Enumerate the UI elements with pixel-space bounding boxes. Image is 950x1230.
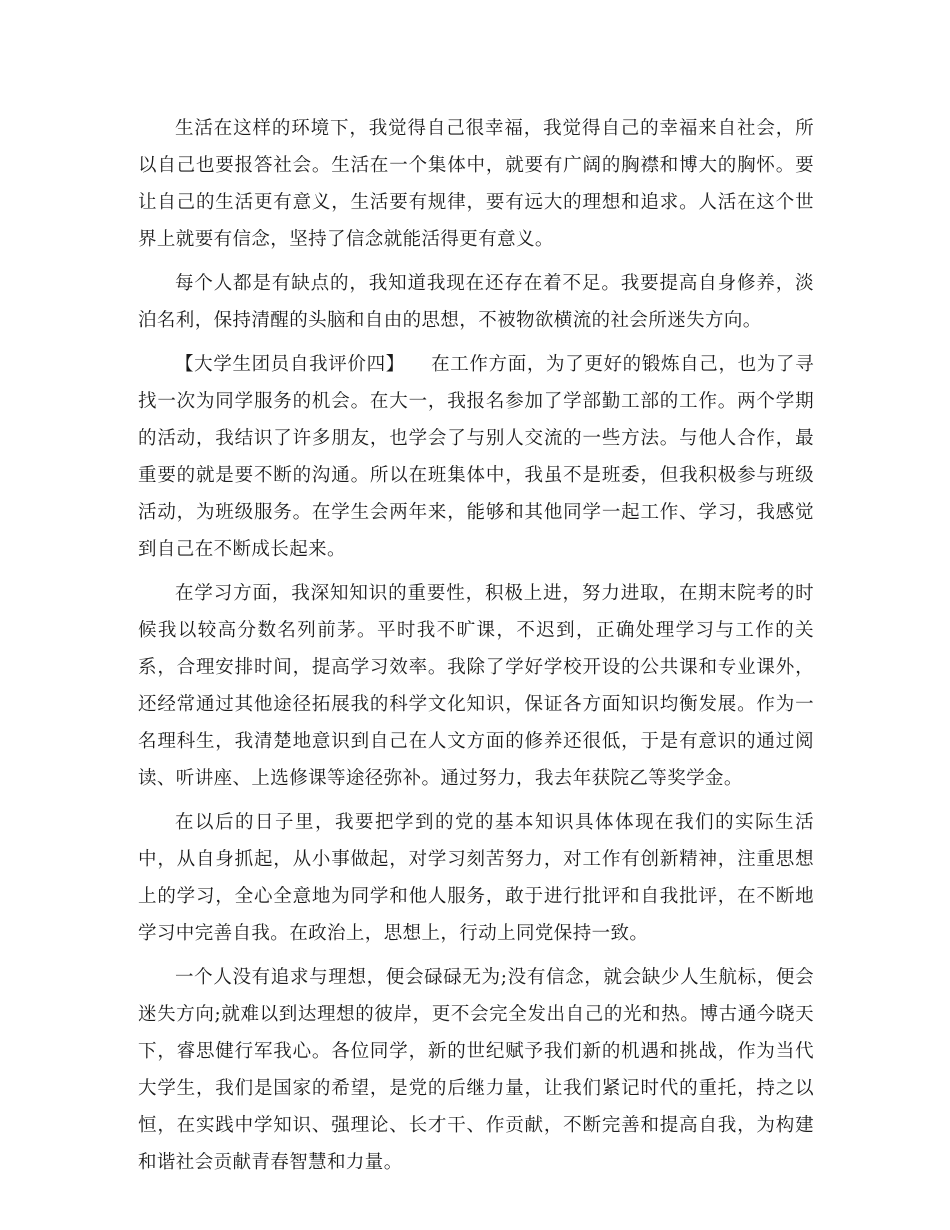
paragraph-6: 一个人没有追求与理想，便会碌碌无为;没有信念，就会缺少人生航标，便会迷失方向;就难以到达理想的彼岸，更不会完全发出自己的光和热。博古通今晓天下，睿思健行军我心。各位同学，新的世纪赋予我们新的机遇和挑战，作为当代大学生，我们是国家的希望，是党的后继力量，让我们紧记时代的重托，持之以恒，在实践中学知识、强理论、长才干、作贡献，不断完善和提高自我，为构建和谐社会贡献青春智慧和力量。 — [138, 967, 814, 1173]
paragraph-5: 在以后的日子里，我要把学到的党的基本知识具体体现在我们的实际生活中，从自身抓起，从小事做起，对学习刻苦努力，对工作有创新精神，注重思想上的学习，全心全意地为同学和他人服务，敢于进行批评和自我批评，在不断地学习中完善自我。在政治上，思想上，行动上同党保持一致。 — [138, 812, 814, 944]
paragraph-2: 每个人都是有缺点的，我知道我现在还存在着不足。我要提高自身修养，淡泊名利，保持清醒的头脑和自由的思想，不被物欲横流的社会所迷失方向。 — [138, 273, 814, 331]
heading-gap — [405, 354, 431, 375]
document-body — [138, 110, 814, 1188]
section-heading: 【大学生团员自我评价四】 — [175, 354, 405, 375]
paragraph-1: 生活在这样的环境下，我觉得自己很幸福，我觉得自己的幸福来自社会，所以自己也要报答社会。生活在一个集体中，就要有广阔的胸襟和博大的胸怀。要让自己的生活更有意义，生活要有规律，要有远大的理想和追求。人活在这个世界上就要有信念，坚持了信念就能活得更有意义。 — [138, 118, 814, 250]
paragraph-3 — [138, 346, 814, 568]
section-first-paragraph: 在工作方面，为了更好的锻炼自己，也为了寻找一次为同学服务的机会。在大一，我报名参加了学部勤工部的工作。两个学期的活动，我结识了许多朋友，也学会了与别人交流的一些方法。与他人合作，最重要的就是要不断的沟通。所以在班集体中，我虽不是班委，但我积极参与班级活动，为班级服务。在学生会两年来，能够和其他同学一起工作、学习，我感觉到自己在不断成长起来。 — [138, 354, 814, 560]
paragraph-4: 在学习方面，我深知知识的重要性，积极上进，努力进取，在期末院考的时候我以较高分数名列前茅。平时我不旷课，不迟到，正确处理学习与工作的关系，合理安排时间，提高学习效率。我除了学好学校开设的公共课和专业课外，还经常通过其他途径拓展我的科学文化知识，保证各方面知识均衡发展。作为一名理科生，我清楚地意识到自己在人文方面的修养还很低，于是有意识的通过阅读、听讲座、上选修课等途径弥补。通过努力，我去年获院乙等奖学金。 — [138, 583, 814, 789]
